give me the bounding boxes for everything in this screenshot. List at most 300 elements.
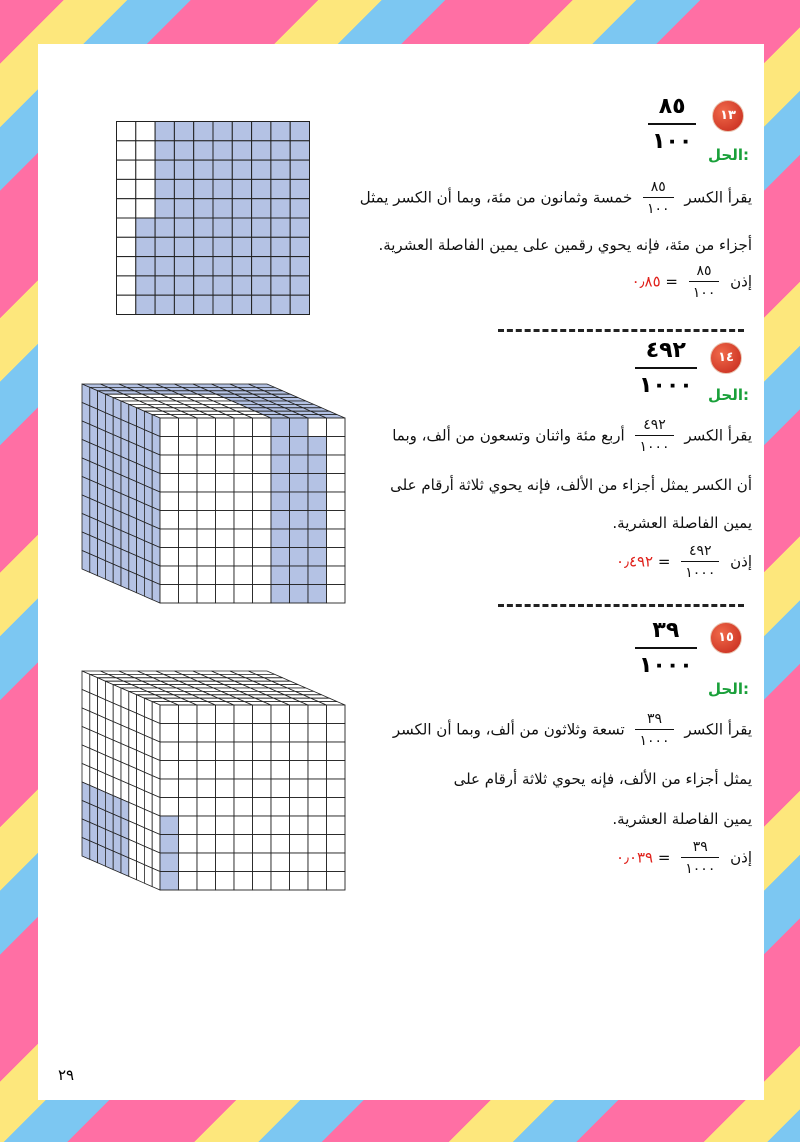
cube-front-cell (253, 566, 272, 585)
cube-front-cell (234, 742, 253, 761)
cube-front-cell (234, 724, 253, 743)
grid-cell (136, 179, 155, 198)
cube-front-cell (197, 474, 216, 493)
cube-front-cell (290, 798, 309, 817)
result-line (616, 544, 752, 580)
cube-front-cell (216, 548, 235, 567)
solution-label: الحل: (708, 680, 749, 698)
cube-front-cell (327, 835, 346, 854)
cube-front-cell (179, 724, 198, 743)
grid-cell (194, 276, 213, 295)
solution-line-2: أجزاء من مئة، فإنه يحوي رقمين على يمين الفاصلة العشرية. (378, 236, 752, 254)
cube-front-cell (271, 761, 290, 780)
result-value: ٠٫٨٥ (631, 272, 661, 291)
cube-front-cell (234, 511, 253, 530)
cube-front-cell (179, 474, 198, 493)
cube-front-cell (308, 585, 327, 604)
grid-cell (155, 218, 174, 237)
cube-front-cell (290, 585, 309, 604)
cube-front-cell (160, 761, 179, 780)
cube-front-cell (327, 455, 346, 474)
grid-cell (271, 199, 290, 218)
cube-front-cell (179, 455, 198, 474)
grid-cell (290, 122, 309, 141)
cube-front-cell (327, 585, 346, 604)
grid-cell (194, 257, 213, 276)
cube-front-cell (216, 705, 235, 724)
grid-cell (117, 122, 136, 141)
page-number: ٢٩ (58, 1066, 75, 1084)
cube-front-cell (216, 585, 235, 604)
cube-front-cell (234, 761, 253, 780)
cube-front-cell (308, 705, 327, 724)
grid-cell (174, 295, 193, 314)
cube-front-cell (253, 742, 272, 761)
cube-front-cell (253, 474, 272, 493)
grid-cell (232, 257, 251, 276)
grid-cell (155, 276, 174, 295)
grid-cell (252, 122, 271, 141)
grid-cell (155, 179, 174, 198)
cube-front-cell (308, 853, 327, 872)
cube-front-cell (160, 705, 179, 724)
cube-front-cell (216, 474, 235, 493)
cube-front-cell (197, 455, 216, 474)
cube-front-cell (179, 872, 198, 891)
grid-cell (194, 141, 213, 160)
cube-front-cell (160, 566, 179, 585)
inline-denominator: ١٠٠٠ (635, 729, 673, 748)
cube-front-cell (271, 474, 290, 493)
cube-front-cell (271, 437, 290, 456)
grid-cell (174, 179, 193, 198)
cube-front-cell (234, 705, 253, 724)
solution-line-2: يمثل أجزاء من الألف، فإنه يحوي ثلاثة أرقام على (453, 770, 752, 788)
grid-cell (174, 218, 193, 237)
cube-front-cell (290, 566, 309, 585)
cube-front-cell (253, 492, 272, 511)
cube-front-cell (197, 529, 216, 548)
cube-front-cell (179, 437, 198, 456)
cube-front-cell (327, 761, 346, 780)
cube-front-cell (327, 742, 346, 761)
cube-front-cell (308, 816, 327, 835)
grid-cell (213, 257, 232, 276)
cube-front-cell (234, 418, 253, 437)
cube-front-cell (327, 492, 346, 511)
cube-side-cell (129, 858, 137, 880)
grid-cell (252, 160, 271, 179)
cube-front-cell (197, 548, 216, 567)
cube-side-cell (152, 581, 160, 603)
grid-cell (271, 141, 290, 160)
cube-front-cell (253, 835, 272, 854)
cube-front-cell (308, 548, 327, 567)
grid-cell (232, 160, 251, 179)
cube-front-cell (253, 585, 272, 604)
cube-front-cell (179, 853, 198, 872)
cube-front-cell (271, 548, 290, 567)
cube-side-cell (105, 561, 113, 583)
grid-cell (155, 199, 174, 218)
cube-front-cell (308, 529, 327, 548)
result-line (632, 264, 752, 300)
cube-front-cell (234, 548, 253, 567)
cube-front-cell (271, 872, 290, 891)
problem-number-badge: ١٥ (710, 622, 742, 654)
cube-front-cell (160, 779, 179, 798)
cube-front-cell (327, 853, 346, 872)
cube-front-cell (216, 529, 235, 548)
solution-label: الحل: (708, 386, 749, 404)
grid-cell (194, 237, 213, 256)
cube-front-cell (327, 705, 346, 724)
cube-front-cell (179, 418, 198, 437)
cube-front-cell (253, 798, 272, 817)
cube-front-cell (308, 566, 327, 585)
cube-front-cell (234, 853, 253, 872)
cube-side-cell (113, 564, 121, 586)
grid-cell (155, 160, 174, 179)
cube-side-cell (82, 551, 90, 573)
cube-front-cell (327, 724, 346, 743)
cube-front-cell (216, 798, 235, 817)
cube-front-cell (271, 511, 290, 530)
grid-cell (117, 295, 136, 314)
cube-front-cell (197, 585, 216, 604)
grid-cell (271, 160, 290, 179)
grid-cell (252, 199, 271, 218)
cube-side-cell (152, 868, 160, 890)
cube-front-cell (308, 511, 327, 530)
thousand-cube-figure (78, 665, 354, 901)
solution-line-3: يمين الفاصلة العشرية. (612, 514, 752, 532)
cube-front-cell (327, 511, 346, 530)
cube-front-cell (179, 779, 198, 798)
cube-front-cell (216, 853, 235, 872)
cube-front-cell (216, 492, 235, 511)
fraction-denominator: ١٠٠ (648, 123, 696, 154)
cube-front-cell (327, 529, 346, 548)
cube-front-cell (234, 566, 253, 585)
cube-side-cell (144, 865, 152, 887)
inline-numerator: ٣٩ (647, 711, 663, 727)
cube-front-cell (253, 761, 272, 780)
grid-cell (232, 122, 251, 141)
result-prefix: إذن (730, 848, 752, 867)
grid-cell (155, 257, 174, 276)
cube-front-cell (290, 761, 309, 780)
cube-front-cell (234, 529, 253, 548)
cube-front-cell (271, 798, 290, 817)
cube-side-cell (105, 848, 113, 870)
cube-front-cell (160, 548, 179, 567)
cube-front-cell (197, 566, 216, 585)
grid-cell (213, 199, 232, 218)
cube-front-cell (197, 437, 216, 456)
grid-cell (117, 218, 136, 237)
inline-fraction (635, 712, 673, 748)
grid-cell (174, 199, 193, 218)
grid-cell (252, 276, 271, 295)
grid-cell (194, 122, 213, 141)
cube-front-cell (179, 529, 198, 548)
cube-front-cell (290, 548, 309, 567)
grid-cell (174, 257, 193, 276)
cube-front-cell (234, 585, 253, 604)
cube-front-cell (216, 872, 235, 891)
cube-front-cell (327, 474, 346, 493)
solution-line-1 (392, 418, 752, 454)
cube-front-cell (160, 742, 179, 761)
cube-front-cell (290, 779, 309, 798)
cube-front-cell (308, 418, 327, 437)
cube-front-cell (234, 455, 253, 474)
grid-cell (155, 237, 174, 256)
fraction-numerator: ٨٥ (658, 94, 686, 119)
cube-front-cell (179, 742, 198, 761)
grid-cell (136, 141, 155, 160)
grid-cell (232, 141, 251, 160)
cube-front-cell (253, 705, 272, 724)
grid-cell (213, 141, 232, 160)
solution-text: خمسة وثمانون من مئة، وبما أن الكسر يمثل (359, 188, 633, 207)
solution-line-1 (393, 712, 752, 748)
cube-front-cell (179, 816, 198, 835)
cube-front-cell (253, 437, 272, 456)
grid-cell (194, 218, 213, 237)
result-fraction (681, 840, 719, 876)
cube-front-cell (271, 779, 290, 798)
cube-front-cell (160, 798, 179, 817)
cube-front-cell (290, 492, 309, 511)
cube-side-cell (90, 554, 98, 576)
cube-front-cell (234, 872, 253, 891)
cube-front-cell (197, 798, 216, 817)
cube-front-cell (197, 511, 216, 530)
cube-front-cell (290, 872, 309, 891)
fraction-denominator: ١٠٠٠ (635, 647, 697, 678)
cube-front-cell (290, 816, 309, 835)
solution-line-1 (360, 180, 752, 216)
cube-front-cell (308, 798, 327, 817)
cube-front-cell (197, 853, 216, 872)
cube-front-cell (216, 835, 235, 854)
cube-front-cell (253, 529, 272, 548)
cube-side-cell (121, 855, 129, 877)
cube-side-cell (144, 578, 152, 600)
cube-front-cell (216, 455, 235, 474)
solution-label: الحل: (708, 146, 749, 164)
cube-front-cell (271, 724, 290, 743)
grid-cell (213, 122, 232, 141)
grid-cell (117, 179, 136, 198)
cube-front-cell (197, 724, 216, 743)
cube-front-cell (271, 566, 290, 585)
cube-front-cell (179, 492, 198, 511)
grid-cell (136, 218, 155, 237)
grid-cell (136, 122, 155, 141)
grid-cell (290, 179, 309, 198)
cube-front-cell (216, 779, 235, 798)
solution-text: أربع مئة واثنان وتسعون من ألف، وبما (392, 426, 625, 445)
cube-front-cell (234, 474, 253, 493)
hundred-grid-figure (116, 121, 311, 322)
cube-front-cell (290, 742, 309, 761)
cube-front-cell (327, 566, 346, 585)
result-fraction (681, 544, 719, 580)
cube-front-cell (179, 835, 198, 854)
cube-front-cell (197, 742, 216, 761)
inline-denominator: ١٠٠ (689, 281, 720, 300)
cube-front-cell (253, 511, 272, 530)
result-line (616, 840, 752, 876)
cube-side-cell (129, 571, 137, 593)
grid-cell (194, 199, 213, 218)
grid-cell (232, 218, 251, 237)
cube-front-cell (253, 872, 272, 891)
grid-cell (174, 276, 193, 295)
cube-front-cell (234, 835, 253, 854)
cube-front-cell (308, 742, 327, 761)
inline-numerator: ٤٩٢ (689, 543, 712, 559)
cube-front-cell (271, 492, 290, 511)
grid-cell (232, 237, 251, 256)
cube-front-cell (271, 705, 290, 724)
grid-cell (213, 295, 232, 314)
cube-front-cell (290, 724, 309, 743)
cube-front-cell (271, 455, 290, 474)
inline-numerator: ٨٥ (696, 263, 712, 279)
cube-front-cell (179, 585, 198, 604)
cube-front-cell (290, 835, 309, 854)
grid-cell (290, 218, 309, 237)
cube-front-cell (253, 724, 272, 743)
grid-cell (117, 199, 136, 218)
cube-front-cell (160, 853, 179, 872)
grid-cell (213, 218, 232, 237)
grid-cell (136, 276, 155, 295)
cube-front-cell (327, 779, 346, 798)
grid-cell (155, 295, 174, 314)
grid-cell (155, 141, 174, 160)
cube-front-cell (216, 816, 235, 835)
problem-fraction (635, 338, 697, 398)
grid-cell (213, 179, 232, 198)
grid-cell (290, 257, 309, 276)
result-prefix: إذن (730, 552, 752, 571)
grid-cell (136, 295, 155, 314)
cube-front-cell (197, 492, 216, 511)
grid-cell (136, 237, 155, 256)
grid-cell (271, 276, 290, 295)
cube-front-cell (160, 724, 179, 743)
grid-cell (117, 160, 136, 179)
cube-front-cell (234, 437, 253, 456)
cube-front-cell (216, 761, 235, 780)
inline-numerator: ٨٥ (650, 179, 666, 195)
cube-front-cell (290, 474, 309, 493)
cube-front-cell (308, 492, 327, 511)
cube-side-cell (98, 844, 106, 866)
grid-cell (155, 122, 174, 141)
cube-front-cell (290, 853, 309, 872)
cube-front-cell (234, 798, 253, 817)
cube-side-cell (137, 861, 145, 883)
solution-text: يقرأ الكسر (684, 188, 752, 207)
cube-front-cell (271, 835, 290, 854)
cube-front-cell (179, 705, 198, 724)
inline-numerator: ٣٩ (692, 839, 708, 855)
solution-line-2: أن الكسر يمثل أجزاء من الألف، فإنه يحوي ثلاثة أرقام على (390, 476, 752, 494)
inline-denominator: ١٠٠٠ (681, 857, 719, 876)
cube-front-cell (216, 418, 235, 437)
grid-cell (194, 160, 213, 179)
grid-cell (290, 160, 309, 179)
thousand-cube-figure (78, 378, 354, 614)
cube-front-cell (308, 872, 327, 891)
cube-front-cell (327, 816, 346, 835)
cube-front-cell (308, 455, 327, 474)
fraction-numerator: ٤٩٢ (645, 338, 686, 363)
cube-front-cell (290, 529, 309, 548)
grid-cell (194, 179, 213, 198)
cube-front-cell (179, 511, 198, 530)
cube-side-cell (121, 568, 129, 590)
grid-cell (290, 199, 309, 218)
grid-cell (232, 199, 251, 218)
cube-front-cell (327, 798, 346, 817)
cube-front-cell (197, 872, 216, 891)
cube-front-cell (197, 761, 216, 780)
cube-front-cell (160, 474, 179, 493)
cube-front-cell (327, 437, 346, 456)
inline-fraction (643, 180, 674, 216)
cube-front-cell (160, 437, 179, 456)
cube-front-cell (290, 511, 309, 530)
cube-front-cell (160, 511, 179, 530)
grid-cell (213, 276, 232, 295)
cube-front-cell (234, 816, 253, 835)
grid-cell (117, 276, 136, 295)
problem-number-badge: ١٤ (710, 342, 742, 374)
grid-cell (271, 257, 290, 276)
fraction-numerator: ٣٩ (652, 618, 680, 643)
cube-front-cell (308, 835, 327, 854)
grid-cell (290, 276, 309, 295)
cube-front-cell (290, 455, 309, 474)
cube-front-cell (234, 492, 253, 511)
inline-denominator: ١٠٠ (643, 197, 674, 216)
grid-cell (174, 237, 193, 256)
cube-front-cell (327, 418, 346, 437)
cube-front-cell (253, 779, 272, 798)
grid-cell (117, 257, 136, 276)
cube-front-cell (271, 418, 290, 437)
cube-front-cell (271, 853, 290, 872)
grid-cell (174, 141, 193, 160)
grid-cell (117, 141, 136, 160)
problem-number-badge: ١٣ (712, 100, 744, 132)
grid-cell (252, 179, 271, 198)
grid-cell (252, 237, 271, 256)
cube-side-cell (90, 841, 98, 863)
cube-front-cell (216, 437, 235, 456)
cube-front-cell (179, 548, 198, 567)
grid-cell (232, 179, 251, 198)
solution-text: يقرأ الكسر (684, 426, 752, 445)
solution-text: يقرأ الكسر (684, 720, 752, 739)
